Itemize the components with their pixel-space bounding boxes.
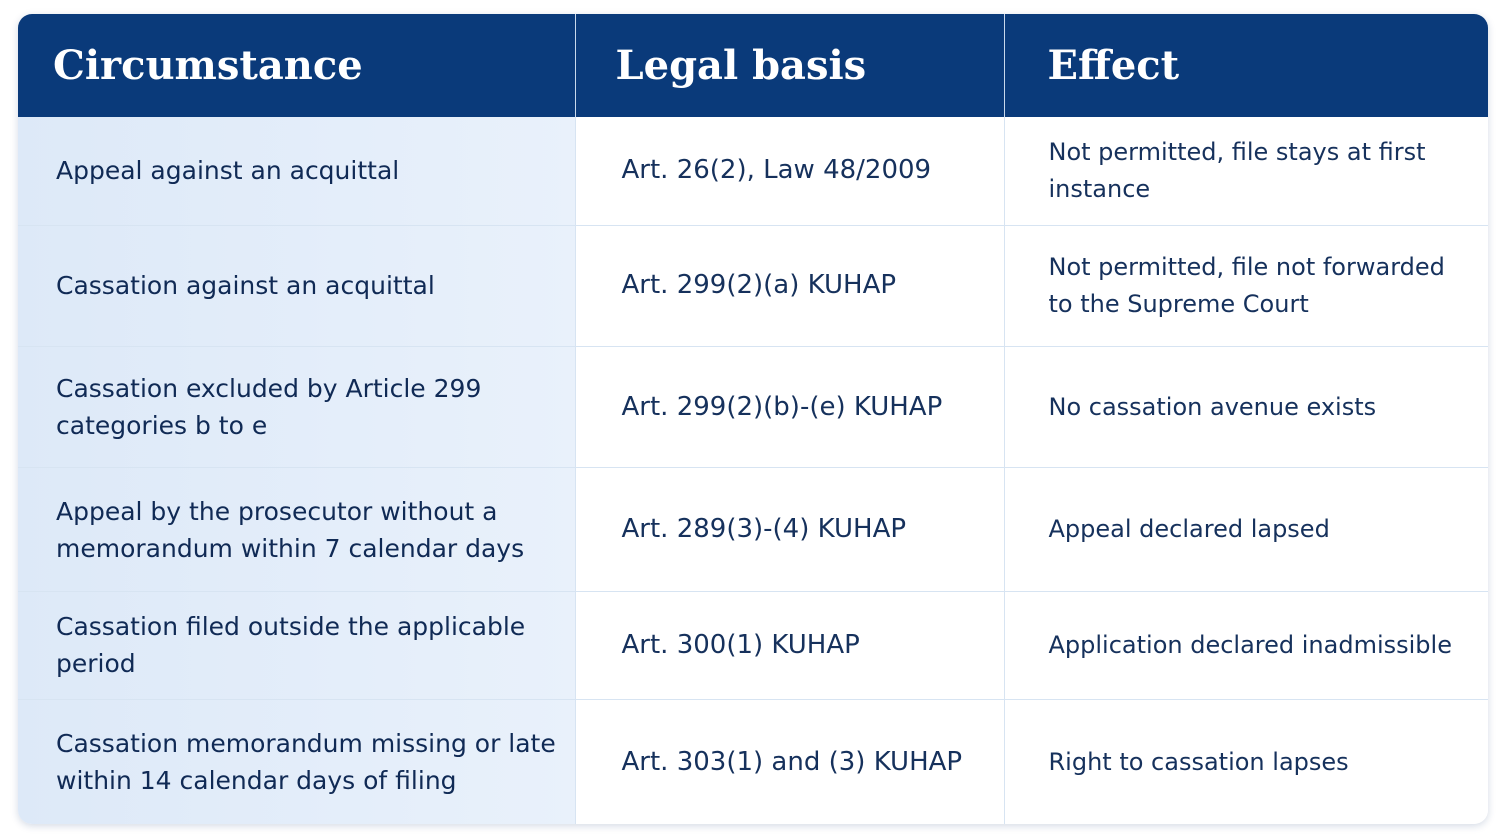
table-body	[18, 117, 1488, 824]
table-row	[18, 117, 1488, 225]
table-header	[18, 14, 1488, 117]
table-row	[18, 591, 1488, 699]
circumstances-table	[18, 14, 1488, 824]
cell-legal-basis: Art. 26(2), Law 48/2009	[575, 117, 1004, 225]
cell-legal-basis: Art. 300(1) KUHAP	[575, 591, 1004, 699]
cell-effect: Application declared inadmissible	[1004, 591, 1488, 699]
cell-effect: Not permitted, file not forwarded to the Supreme Court	[1004, 225, 1488, 346]
cell-circumstance: Appeal by the prosecutor without a memorandum within 7 calendar days	[18, 468, 575, 591]
header-effect: Effect	[1047, 42, 1180, 89]
cell-effect: No cassation avenue exists	[1004, 347, 1488, 468]
cell-circumstance: Cassation memorandum missing or late within 14 calendar days of filing	[18, 700, 575, 824]
cell-effect: Not permitted, file stays at first instance	[1004, 117, 1488, 225]
cell-legal-basis: Art. 299(2)(b)-(e) KUHAP	[575, 347, 1004, 468]
cell-legal-basis: Art. 299(2)(a) KUHAP	[575, 225, 1004, 346]
header-circumstance: Circumstance	[18, 14, 575, 117]
cell-legal-basis: Art. 303(1) and (3) KUHAP	[575, 700, 1004, 824]
cell-circumstance: Cassation excluded by Article 299 categories b to e	[18, 347, 575, 468]
cell-circumstance: Cassation against an acquittal	[18, 225, 575, 346]
table-row	[18, 225, 1488, 346]
cell-legal-basis: Art. 289(3)-(4) KUHAP	[575, 468, 1004, 591]
table-row	[18, 468, 1488, 591]
cell-circumstance: Appeal against an acquittal	[18, 117, 575, 225]
table-row	[18, 700, 1488, 824]
header-legal-basis: Legal basis	[575, 14, 1004, 117]
cell-effect: Right to cassation lapses	[1004, 700, 1488, 824]
cell-circumstance: Cassation filed outside the applicable period	[18, 591, 575, 699]
circumstances-table-card	[18, 14, 1488, 824]
cell-effect: Appeal declared lapsed	[1004, 468, 1488, 591]
header-row	[18, 14, 1488, 117]
table-row	[18, 347, 1488, 468]
